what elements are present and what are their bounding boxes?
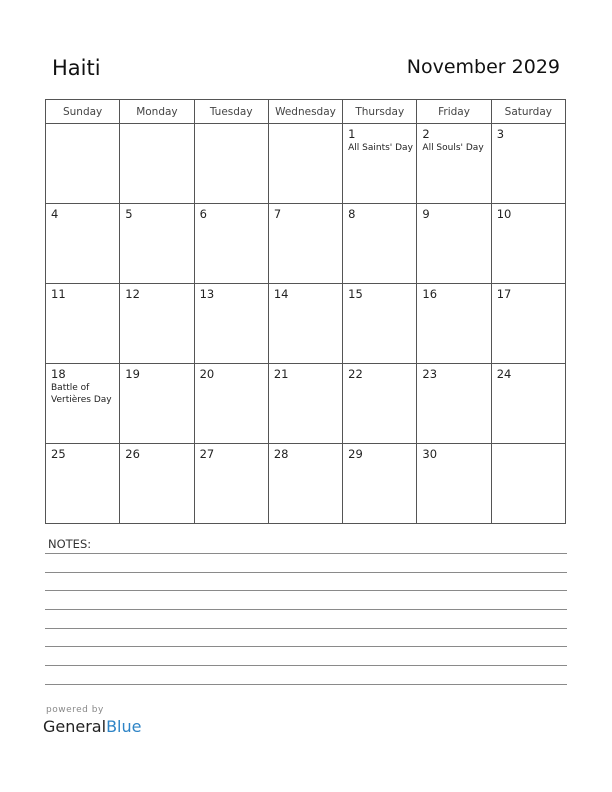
day-number: 25 <box>51 447 66 461</box>
day-cell <box>491 364 565 444</box>
day-number: 18 <box>51 367 66 381</box>
notes-line <box>45 553 567 554</box>
day-cell <box>194 444 268 524</box>
day-number: 3 <box>496 127 505 141</box>
day-number: 19 <box>125 367 140 381</box>
day-number: 9 <box>422 207 430 221</box>
day-cell <box>46 444 120 524</box>
day-number: 1 <box>348 127 356 141</box>
day-number: 29 <box>348 447 363 461</box>
day-number: 22 <box>348 367 363 381</box>
day-cell <box>343 364 417 444</box>
day-cell <box>343 124 417 204</box>
day-number: 28 <box>273 447 289 461</box>
day-cell <box>268 444 342 524</box>
brand-blue-text: Blue <box>106 717 142 736</box>
day-number: 10 <box>496 207 512 221</box>
weekday-thursday: Thursday <box>343 100 417 124</box>
powered-by-text: powered by <box>46 705 104 715</box>
day-number: 23 <box>422 367 438 381</box>
day-cell <box>268 204 342 284</box>
day-number: 4 <box>51 207 59 221</box>
day-number: 16 <box>422 287 438 301</box>
day-cell <box>417 444 491 524</box>
day-cell <box>120 364 194 444</box>
notes-line <box>45 628 567 629</box>
country-title: Haiti <box>52 56 101 80</box>
day-cell <box>491 444 565 524</box>
day-cell <box>268 364 342 444</box>
day-cell <box>417 124 491 204</box>
day-number: 26 <box>125 447 140 461</box>
weekday-tuesday: Tuesday <box>194 100 268 124</box>
brand-general-text: General <box>43 717 107 736</box>
generalblue-logo[interactable] <box>43 717 141 736</box>
notes-line <box>45 665 567 666</box>
day-cell <box>120 444 194 524</box>
weekday-header-row <box>46 100 566 124</box>
day-number: 12 <box>125 287 140 301</box>
day-cell <box>491 204 565 284</box>
day-cell <box>46 284 120 364</box>
holiday-label: Battle of Vertières Day <box>51 383 112 405</box>
weekday-saturday: Saturday <box>491 100 565 124</box>
weekday-sunday: Sunday <box>46 100 120 124</box>
day-cell <box>417 284 491 364</box>
day-number: 27 <box>199 447 215 461</box>
day-cell <box>417 204 491 284</box>
notes-line <box>45 684 567 685</box>
day-cell <box>46 124 120 204</box>
calendar-grid <box>45 99 566 524</box>
month-year-title: November 2029 <box>406 56 560 78</box>
day-cell <box>194 124 268 204</box>
holiday-label: All Souls' Day <box>422 143 484 153</box>
day-cell <box>491 284 565 364</box>
day-cell <box>120 124 194 204</box>
day-cell <box>268 284 342 364</box>
week-row <box>46 204 566 284</box>
notes-line <box>45 572 567 573</box>
day-cell <box>417 364 491 444</box>
day-cell <box>343 284 417 364</box>
day-cell <box>194 284 268 364</box>
day-cell <box>343 444 417 524</box>
notes-line <box>45 609 567 610</box>
day-number: 15 <box>348 287 363 301</box>
day-number: 11 <box>51 287 66 301</box>
day-cell <box>194 364 268 444</box>
day-number: 24 <box>496 367 512 381</box>
day-number: 17 <box>496 287 512 301</box>
day-number: 14 <box>273 287 289 301</box>
week-row <box>46 364 566 444</box>
day-number: 2 <box>422 127 430 141</box>
day-number: 5 <box>125 207 133 221</box>
notes-line <box>45 590 567 591</box>
week-row <box>46 124 566 204</box>
weekday-monday: Monday <box>120 100 194 124</box>
day-number: 30 <box>422 447 438 461</box>
day-number: 13 <box>199 287 215 301</box>
notes-line <box>45 646 567 647</box>
day-cell <box>46 204 120 284</box>
week-row <box>46 444 566 524</box>
day-cell <box>120 204 194 284</box>
day-cell <box>343 204 417 284</box>
day-number: 6 <box>199 207 207 221</box>
day-cell <box>120 284 194 364</box>
week-row <box>46 284 566 364</box>
weekday-friday: Friday <box>417 100 491 124</box>
weekday-wednesday: Wednesday <box>268 100 342 124</box>
day-cell <box>268 124 342 204</box>
day-number: 7 <box>273 207 282 221</box>
day-number: 20 <box>199 367 215 381</box>
day-cell <box>46 364 120 444</box>
day-cell <box>194 204 268 284</box>
day-number: 8 <box>348 207 356 221</box>
day-number: 21 <box>273 367 289 381</box>
day-cell <box>491 124 565 204</box>
notes-label: NOTES: <box>48 537 92 551</box>
holiday-label: All Saints' Day <box>348 143 413 153</box>
